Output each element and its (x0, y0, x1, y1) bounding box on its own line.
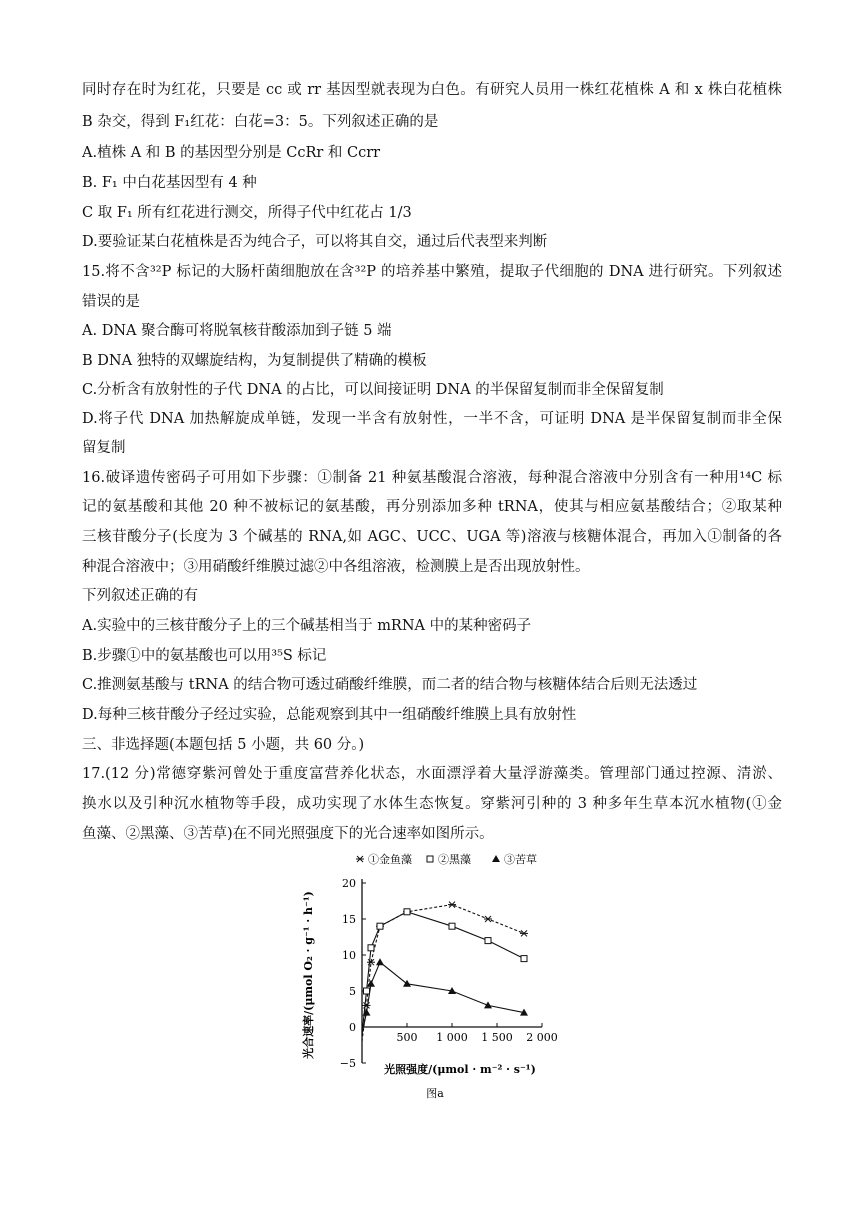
series-line (362, 962, 524, 1034)
x-tick-label: 1 500 (481, 1031, 513, 1044)
text-line: C 取 F₁ 所有红花进行测交，所得子代中红花占 1/3 (82, 205, 412, 221)
text-line: D.将子代 DNA 加热解旋成单链，发现一半含有放射性，一半不含，可证明 DNA 是半保留复制而非全保 (82, 411, 782, 427)
text-line: 留复制 (82, 440, 126, 456)
y-tick-label: 15 (342, 913, 356, 926)
text-line: 记的氨基酸和其他 20 种不被标记的氨基酸，再分别添加多种 tRNA，使其与相应氨基酸结合；②取某种 (82, 499, 782, 515)
data-point-square (427, 856, 433, 862)
x-tick-label: 1 000 (436, 1031, 468, 1044)
y-axis-label: 光合速率/(μmol O₂ · g⁻¹ · h⁻¹) (302, 891, 315, 1059)
legend-label: ②黑藻 (438, 853, 471, 866)
text-line: B. F₁ 中白花基因型有 4 种 (82, 175, 257, 191)
text-line: 三核苷酸分子(长度为 3 个碱基的 RNA,如 AGC、UCC、UGA 等)溶液与核糖体混合，再加入①制备的各 (82, 529, 782, 545)
data-point-square (485, 938, 491, 944)
data-point-triangle (376, 958, 384, 965)
text-line: D.每种三核苷酸分子经过实验，总能观察到其中一组硝酸纤维膜上具有放射性 (82, 707, 577, 723)
photosynthesis-chart (300, 845, 558, 1105)
series-2 (362, 909, 527, 1034)
legend-label: ①金鱼藻 (368, 853, 412, 866)
legend-item (427, 852, 471, 866)
text-line: 17.(12 分)常德穿紫河曾处于重度富营养化状态，水面漂浮着大量浮游藻类。管理部门通过控源、清淤、 (82, 766, 782, 782)
chart-series (362, 902, 528, 1042)
data-point-star (448, 902, 456, 908)
x-tick-label: 500 (396, 1031, 418, 1044)
data-point-triangle (367, 980, 375, 987)
y-tick-label: 20 (342, 877, 356, 890)
x-axis-label: 光照强度/(μmol · m⁻² · s⁻¹) (384, 1063, 536, 1076)
y-tick-label: 10 (342, 949, 356, 962)
data-point-square (364, 988, 370, 994)
text-line: 同时存在时为红花，只要是 cc 或 rr 基因型就表现为白色。有研究人员用一株红花植株 A 和 x 株白花植株 (82, 82, 782, 98)
text-line: B 杂交，得到 F₁红花：白花=3：5。下列叙述正确的是 (82, 114, 439, 130)
data-point-triangle (484, 1001, 492, 1008)
text-line: 种混合溶液中；③用硝酸纤维膜过滤②中各组溶液，检测膜上是否出现放射性。 (82, 559, 590, 575)
data-point-triangle (492, 855, 500, 862)
data-point-star (356, 856, 364, 862)
text-line: A.植株 A 和 B 的基因型分别是 CcRr 和 Ccrr (82, 145, 381, 161)
text-line: C.推测氨基酸与 tRNA 的结合物可透过硝酸纤维膜，而二者的结合物与核糖体结合后则无法透过 (82, 677, 698, 693)
data-point-square (377, 923, 383, 929)
series-line (362, 912, 524, 1034)
text-line: D.要验证某白花植株是否为纯合子，可以将其自交，通过后代表型来判断 (82, 234, 548, 250)
text-line: 换水以及引种沉水植物等手段，成功实现了水体生态恢复。穿紫河引种的 3 种多年生草本沉水植物(①金 (82, 796, 782, 812)
data-point-star (484, 916, 492, 922)
text-line: A.实验中的三核苷酸分子上的三个碱基相当于 mRNA 中的某种密码子 (82, 618, 532, 634)
series-line (362, 905, 524, 1042)
y-tick-label: −5 (339, 1057, 356, 1070)
text-line: 鱼藻、②黑藻、③苦草)在不同光照强度下的光合速率如图所示。 (82, 826, 494, 842)
data-point-square (368, 945, 374, 951)
legend-item (492, 852, 537, 866)
chart-axes (340, 877, 558, 1070)
text-line: B DNA 独特的双螺旋结构，为复制提供了精确的模板 (82, 353, 427, 369)
text-line: 16.破译遗传密码子可用如下步骤：①制备 21 种氨基酸混合溶液，每种混合溶液中分别含有一种用¹⁴C 标 (82, 470, 782, 486)
text-line: 三、非选择题(本题包括 5 小题，共 60 分。) (82, 737, 365, 753)
legend-label: ③苦草 (504, 853, 537, 866)
text-line: 15.将不含³²P 标记的大肠杆菌细胞放在含³²P 的培养基中繁殖，提取子代细胞的 DNA 进行研究。下列叙述 (82, 264, 782, 280)
y-tick-label: 5 (349, 985, 356, 998)
data-point-triangle (403, 980, 411, 987)
data-point-square (404, 909, 410, 915)
data-point-square (521, 956, 527, 962)
chart-legend (356, 852, 537, 866)
series-3 (362, 958, 528, 1034)
y-tick-label: 0 (349, 1021, 356, 1034)
text-line: 错误的是 (82, 294, 140, 310)
data-point-star (363, 1002, 371, 1008)
text-line: A. DNA 聚合酶可将脱氧核苷酸添加到子链 5 端 (82, 323, 392, 339)
text-line: 下列叙述正确的有 (82, 588, 198, 604)
figure-caption: 图a (426, 1087, 444, 1100)
text-line: B.步骤①中的氨基酸也可以用³⁵S 标记 (82, 648, 327, 664)
data-point-square (449, 923, 455, 929)
legend-item (356, 852, 412, 866)
data-point-triangle (363, 1009, 371, 1016)
x-tick-label: 2 000 (526, 1031, 558, 1044)
text-line: C.分析含有放射性的子代 DNA 的占比，可以间接证明 DNA 的半保留复制而非全保留复制 (82, 382, 664, 398)
data-point-star (520, 930, 528, 936)
